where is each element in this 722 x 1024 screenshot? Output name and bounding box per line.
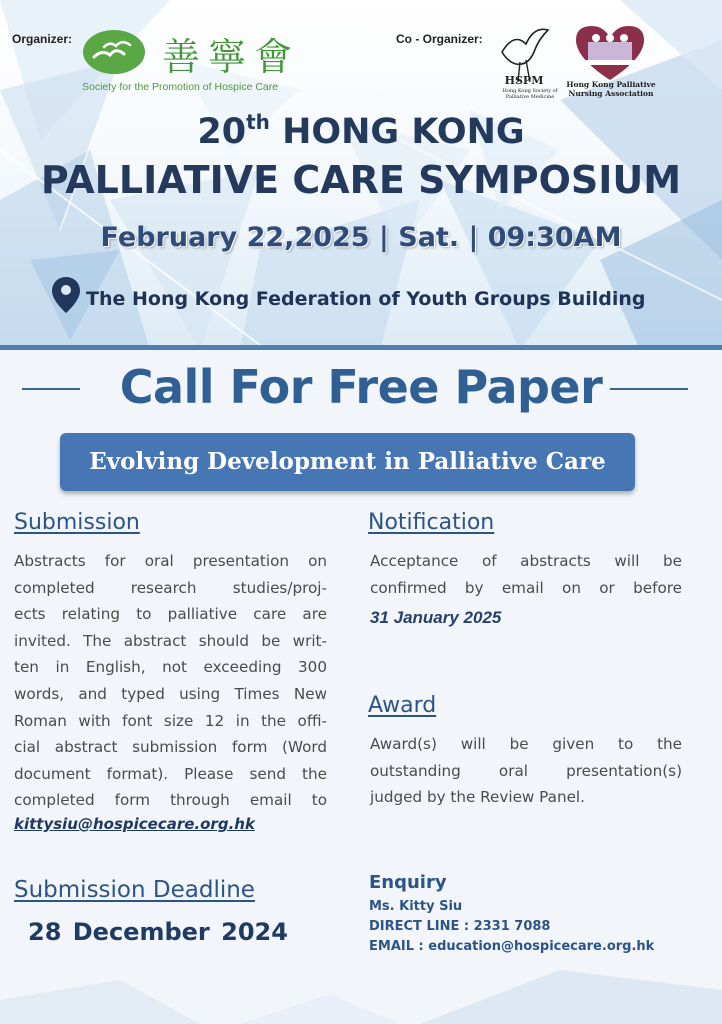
submission-line: Roman with font size 12 in the offi- (14, 711, 327, 730)
submission-line: cial abstract submission form (Word (14, 738, 327, 757)
event-venue: The Hong Kong Federation of Youth Groups Building (86, 288, 646, 310)
award-line: outstanding oral presentation(s) (370, 761, 682, 780)
enquiry-contact-name: Ms. Kitty Siu (369, 899, 463, 914)
enquiry-email[interactable]: EMAIL : education@hospicecare.org.hk (369, 939, 655, 954)
organizer-label: Organizer: (12, 32, 73, 46)
award-line: Award(s) will be given to the (370, 735, 682, 753)
submission-line: invited. The abstract should be writ- (14, 631, 327, 650)
svg-text:HSPM: HSPM (504, 74, 544, 87)
award-heading: Award (368, 693, 437, 718)
title-ordinal-suffix: th (246, 110, 270, 134)
enquiry-heading: Enquiry (369, 872, 447, 893)
submission-heading: Submission (14, 510, 140, 535)
submission-line: completed research studies/proj- (14, 578, 327, 597)
notification-date: 31 January 2025 (370, 608, 502, 627)
submission-line: completed form through email to (14, 791, 327, 810)
award-text (370, 731, 682, 811)
title-ordinal-number: 20 (197, 112, 247, 152)
organizer-chinese-name: 善寧會 (162, 35, 301, 79)
header-divider (0, 345, 722, 350)
enquiry-phone: DIRECT LINE : 2331 7088 (369, 919, 551, 934)
hkpna-name: Hong Kong Palliative Nursing Association (566, 80, 656, 98)
event-date-time: February 22,2025 | Sat. | 09:30AM (100, 222, 622, 253)
call-for-paper-heading: Call For Free Paper (119, 360, 603, 414)
event-header (0, 0, 722, 350)
symposium-title-line-2: PALLIATIVE CARE SYMPOSIUM (40, 158, 682, 202)
location-pin-icon (52, 277, 80, 313)
symposium-title-line-1 (0, 110, 722, 152)
footer-decoration (0, 960, 722, 1024)
submission-line: document format). Please send the (14, 764, 327, 783)
submission-line: ects relating to palliative care are (14, 605, 327, 624)
title-line1-rest: HONG KONG (282, 112, 525, 152)
organizer-name: Society for the Promotion of Hospice Care (82, 81, 279, 93)
submission-email-link[interactable]: kittysiu@hospicecare.org.hk (14, 815, 255, 833)
notification-text (370, 548, 682, 601)
organizer-logo-icon (82, 27, 146, 77)
theme-banner: Evolving Development in Palliative Care (60, 433, 635, 491)
hkpna-logo-icon (572, 24, 648, 82)
notification-line: Acceptance of abstracts will be (370, 552, 682, 570)
award-line: judged by the Review Panel. (370, 788, 585, 807)
hksopm-logo-text: Hong Kong Society of Palliative Medicine (502, 88, 558, 100)
hksopm-logo-icon (494, 22, 554, 90)
submission-line: words, and typed using Times New (14, 684, 327, 703)
deadline-date: 28 December 2024 (28, 918, 288, 946)
notification-line: confirmed by email on or before (370, 578, 682, 597)
submission-text (14, 548, 327, 814)
submission-line: ten in English, not exceeding 300 (14, 658, 327, 677)
notification-heading: Notification (368, 510, 495, 535)
submission-line: Abstracts for oral presentation on (14, 552, 327, 570)
co-organizer-label: Co - Organizer: (396, 32, 483, 46)
deadline-heading: Submission Deadline (14, 877, 255, 903)
